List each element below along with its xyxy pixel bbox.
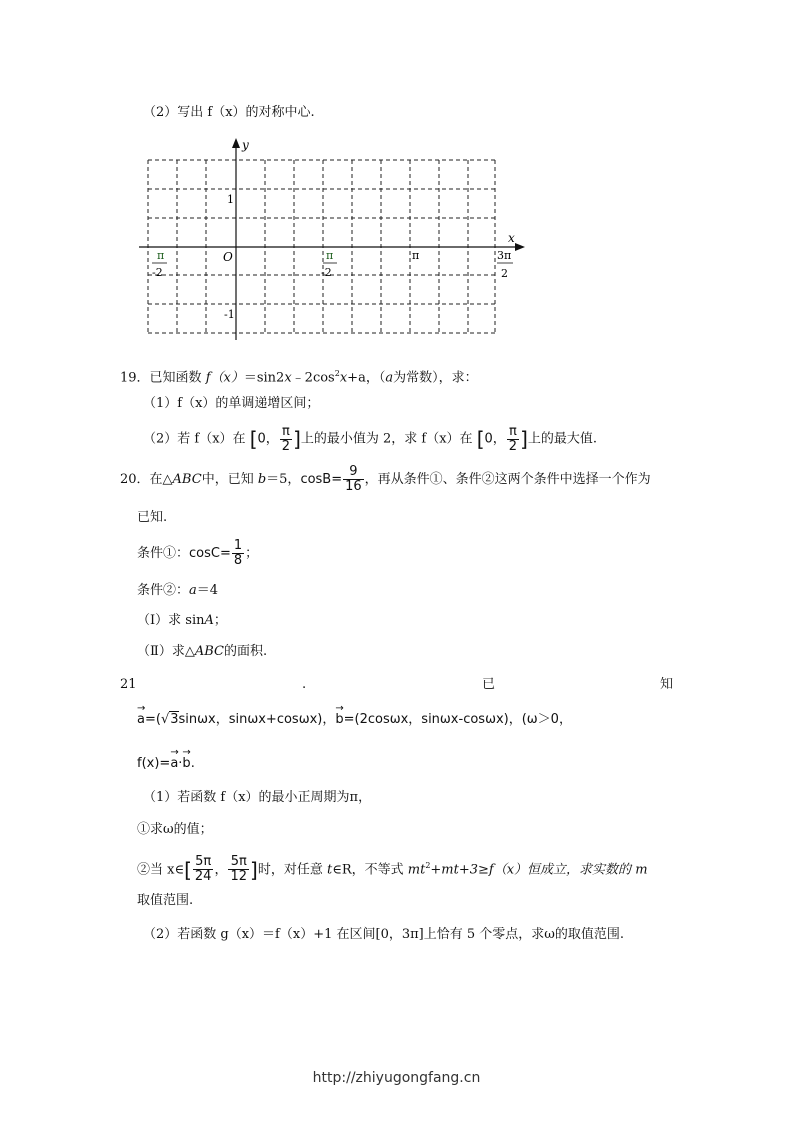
tick-pi: π	[412, 249, 420, 262]
q21-dot: .	[302, 677, 307, 692]
footer-url[interactable]: http://zhiyugongfang.cn	[312, 1070, 481, 1086]
origin-label: O	[223, 250, 233, 264]
coordinate-grid	[135, 135, 535, 345]
q19-part1: （1）f（x）的单调递增区间；	[143, 396, 320, 411]
q21-part1: （1）若函数 f（x）的最小正周期为π，	[143, 790, 372, 805]
q21-zhi: 知	[660, 677, 674, 692]
q20-part1: （Ⅰ）求 sinA；	[137, 613, 227, 628]
tick-minus-1: -1	[224, 308, 235, 321]
q21-part2: （2）若函数 g（x）＝f（x）+1 在区间[0，3π]上恰有 5 个零点，求ω的取值范围.	[143, 927, 624, 942]
tick-1: 1	[227, 193, 234, 206]
q20-condition-1: 条件①：cosC= $\frac{1}{8}$ ；	[137, 538, 259, 568]
q21-fx-def: f(x)=→ a·→ b.	[137, 755, 195, 773]
q21-vectors: → a=(√3sinωx，sinωx+cosωx)，→ b=(2cosωx，sinωx-cosωx)，(ω＞0，	[137, 711, 572, 729]
q21-sub2: ②当 x∈[ $\frac{5\pi}{24}$ ， $\frac{5\pi}{12}$ ]时，对任意 t∈R，不等式 $mt^2+mt+3\ge f(x)$恒成立，求实数的 m	[137, 854, 648, 885]
q20-condition-2: 条件②：a＝4	[137, 583, 219, 598]
x-axis-label: x	[508, 231, 515, 245]
q20-stem: 20．在△ABC中，已知 b＝5，cosB= $\frac{9}{16}$ ，再从条件①、条件②这两个条件中选择一个作为	[120, 464, 651, 494]
q19-stem: 19．已知函数 $f(x)=\sin 2x﹣2\cos^2x+a$，（a为常数），求：	[120, 369, 478, 386]
tick-3pi-over-2-den: 2	[501, 267, 508, 280]
y-axis-label: y	[242, 138, 249, 152]
q21-sub1: ①求ω的值；	[137, 822, 213, 837]
tick-pi-over-2-den: -2	[321, 266, 332, 279]
q21-sub2-cont: 取值范围.	[137, 893, 194, 908]
q19-part2: （2）若 f（x）在 [0， $\frac{\pi}{2}$ ]上的最小值为 2，求 f（x）在 [0， $\frac{\pi}{2}$ ]上的最大值.	[143, 423, 598, 454]
tick-neg-pi-over-2-den: -2	[152, 266, 163, 279]
q21-num: 21	[120, 677, 137, 692]
tick-3pi-over-2-num: 3π	[497, 249, 512, 262]
tick-pi-over-2-num: π	[326, 249, 334, 262]
q21-yi: 已	[482, 677, 496, 692]
tick-neg-pi-over-2-num: π	[157, 249, 165, 262]
q18-part2: （2）写出 f（x）的对称中心.	[143, 105, 315, 120]
q20-part2: （Ⅱ）求△ABC的面积.	[137, 644, 268, 659]
q20-stem-cont: 已知.	[137, 510, 168, 525]
